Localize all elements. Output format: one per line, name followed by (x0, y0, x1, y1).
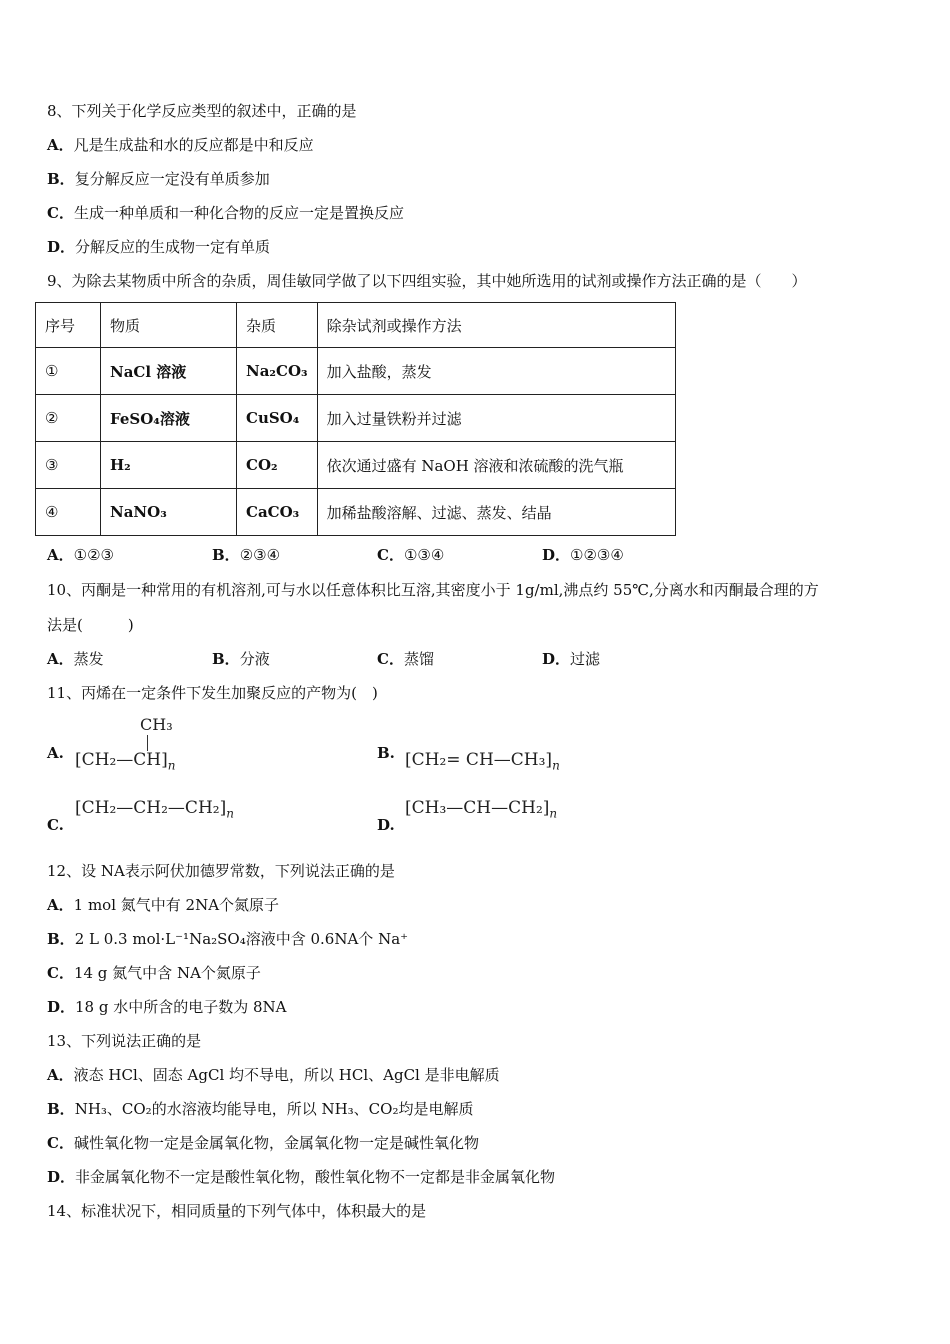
q10-stem-line2: 法是( ) (47, 616, 134, 634)
option-label: C． (377, 650, 404, 668)
table-cell: ④ (36, 489, 101, 536)
option-text: ①②③④ (570, 546, 624, 564)
table-cell: NaCl 溶液 (101, 348, 237, 395)
option-text: 18 g 水中所含的电子数为 8NA (75, 998, 287, 1016)
table-cell: Na₂CO₃ (237, 348, 318, 395)
table-cell: 加入过量铁粉并过滤 (317, 395, 675, 442)
option-text: NH₃、CO₂的水溶液均能导电，所以 NH₃、CO₂均是电解质 (74, 1100, 474, 1118)
option-label: C． (47, 1134, 74, 1152)
option-text: 1 mol 氮气中有 2NA个氮原子 (73, 896, 280, 914)
option-label: D． (47, 998, 76, 1016)
option-label: B． (212, 650, 240, 668)
option-label: D． (542, 650, 571, 668)
table-row (36, 348, 676, 395)
formula-a (75, 750, 176, 772)
bracket-open: [ (75, 798, 82, 818)
q10-option-d[interactable] (542, 649, 600, 669)
option-label: D． (542, 546, 571, 564)
option-label: A． (47, 546, 74, 564)
q9-table (35, 302, 676, 536)
option-label: A． (47, 1066, 74, 1084)
option-label: A． (47, 650, 74, 668)
bracket-close: ] (161, 750, 168, 770)
option-text: 分液 (239, 650, 270, 668)
table-header-row (36, 303, 676, 348)
table-cell: CaCO₃ (237, 489, 318, 536)
q13-stem: 13、下列说法正确的是 (47, 1032, 202, 1050)
option-text: 复分解反应一定没有单质参加 (74, 170, 270, 188)
option-text: 液态 HCl、固态 AgCl 均不导电，所以 HCl、AgCl 是非电解质 (73, 1066, 500, 1084)
q12-stem: 12、设 NA表示阿伏加德罗常数，下列说法正确的是 (47, 862, 395, 880)
table-cell: NaNO₃ (101, 489, 237, 536)
q10-option-b[interactable] (212, 649, 270, 669)
option-label: B． (212, 546, 240, 564)
option-text: ②③④ (239, 546, 281, 564)
q10-stem-line1: 10、丙酮是一种常用的有机溶剂,可与水以任意体积比互溶,其密度小于 1g/ml,沸点约 55℃,分离水和丙酮最合理的方 (47, 581, 819, 599)
formula-a-methyl: CH₃ (140, 715, 173, 734)
option-label: C． (377, 546, 404, 564)
table-row (36, 395, 676, 442)
q9-option-d[interactable] (542, 545, 624, 565)
q13-option-a[interactable] (47, 1065, 500, 1085)
option-text: ①③④ (403, 546, 445, 564)
option-label: B． (47, 170, 75, 188)
table-header-cell: 杂质 (237, 303, 318, 348)
table-row (36, 442, 676, 489)
q9-stem: 9、为除去某物质中所含的杂质，周佳敏同学做了以下四组实验，其中她所选用的试剂或操作方法正确的是（ ） (47, 272, 807, 290)
option-label: D． (47, 1168, 76, 1186)
bracket-close: ] (219, 798, 227, 818)
bracket-close: ] (545, 750, 553, 770)
q9-option-a[interactable] (47, 545, 114, 565)
formula-d-chain: CH₃—CH—CH₂ (411, 798, 543, 818)
formula-b-n: n (552, 758, 560, 773)
option-label: D． (47, 238, 76, 256)
option-text: 非金属氧化物不一定是酸性氧化物，酸性氧化物不一定都是非金属氧化物 (75, 1168, 556, 1186)
q11-option-b-label[interactable]: B. (377, 744, 395, 762)
option-label: A． (47, 136, 74, 154)
option-text: 蒸发 (73, 650, 104, 668)
formula-c (75, 798, 234, 820)
q13-option-d[interactable] (47, 1167, 555, 1187)
option-text: 生成一种单质和一种化合物的反应一定是置换反应 (73, 204, 404, 222)
option-label: A． (47, 896, 74, 914)
q13-option-b[interactable] (47, 1099, 473, 1119)
q11-option-c-label[interactable]: C. (47, 816, 64, 834)
table-cell: ③ (36, 442, 101, 489)
option-label: B． (47, 930, 75, 948)
option-label: B． (47, 1100, 75, 1118)
table-header-cell: 物质 (101, 303, 237, 348)
table-cell: 加稀盐酸溶解、过滤、蒸发、结晶 (317, 489, 675, 536)
table-row (36, 489, 676, 536)
q8-stem: 8、下列关于化学反应类型的叙述中，正确的是 (47, 102, 357, 120)
q12-option-d[interactable] (47, 997, 287, 1017)
formula-b (405, 750, 560, 772)
bracket-open: [ (75, 750, 82, 770)
table-header-cell: 除杂试剂或操作方法 (317, 303, 675, 348)
formula-d (405, 798, 557, 820)
formula-c-chain: CH₂—CH₂—CH₂ (81, 798, 220, 818)
table-cell: FeSO₄溶液 (101, 395, 237, 442)
table-cell: CO₂ (237, 442, 318, 489)
table-header-cell: 序号 (36, 303, 101, 348)
q11-option-a-label[interactable]: A. (47, 744, 64, 762)
q12-option-c[interactable] (47, 963, 261, 983)
formula-a-n: n (167, 758, 176, 773)
q9-option-c[interactable] (377, 545, 444, 565)
option-text: 蒸馏 (403, 650, 434, 668)
table-cell: ② (36, 395, 101, 442)
option-text: 凡是生成盐和水的反应都是中和反应 (73, 136, 314, 154)
q9-option-b[interactable] (212, 545, 280, 565)
q14-stem: 14、标准状况下，相同质量的下列气体中，体积最大的是 (47, 1202, 427, 1220)
q11-option-d-label[interactable]: D. (377, 816, 395, 834)
q12-option-b[interactable] (47, 929, 408, 949)
option-text: 2 L 0.3 mol·L⁻¹Na₂SO₄溶液中含 0.6NA个 Na⁺ (74, 930, 409, 948)
q11-stem: 11、丙烯在一定条件下发生加聚反应的产物为( ) (47, 684, 378, 702)
q8-option-c[interactable] (47, 203, 404, 223)
table-cell: CuSO₄ (237, 395, 318, 442)
option-label: C． (47, 964, 74, 982)
table-cell: 加入盐酸，蒸发 (317, 348, 675, 395)
table-cell: 依次通过盛有 NaOH 溶液和浓硫酸的洗气瓶 (317, 442, 675, 489)
formula-b-chain: CH₂= CH—CH₃ (411, 750, 546, 770)
q8-option-b[interactable] (47, 169, 270, 189)
option-text: 碱性氧化物一定是金属氧化物，金属氧化物一定是碱性氧化物 (73, 1134, 479, 1152)
table-cell: ① (36, 348, 101, 395)
bracket-open: [ (405, 750, 412, 770)
formula-c-n: n (226, 806, 234, 821)
option-label: C． (47, 204, 74, 222)
option-text: ①②③ (73, 546, 114, 564)
q8-option-a[interactable] (47, 135, 314, 155)
q8-option-d[interactable] (47, 237, 270, 257)
q12-option-a[interactable] (47, 895, 279, 915)
q10-option-c[interactable] (377, 649, 434, 669)
option-text: 分解反应的生成物一定有单质 (75, 238, 271, 256)
formula-d-n: n (549, 806, 558, 821)
bracket-open: [ (405, 798, 412, 818)
bond-line (147, 735, 148, 751)
table-cell: H₂ (101, 442, 237, 489)
option-text: 14 g 氮气中含 NA个氮原子 (73, 964, 261, 982)
bracket-close: ] (542, 798, 550, 818)
formula-a-chain: CH₂—CH (81, 750, 162, 770)
q10-option-a[interactable] (47, 649, 104, 669)
q13-option-c[interactable] (47, 1133, 479, 1153)
option-text: 过滤 (570, 650, 601, 668)
